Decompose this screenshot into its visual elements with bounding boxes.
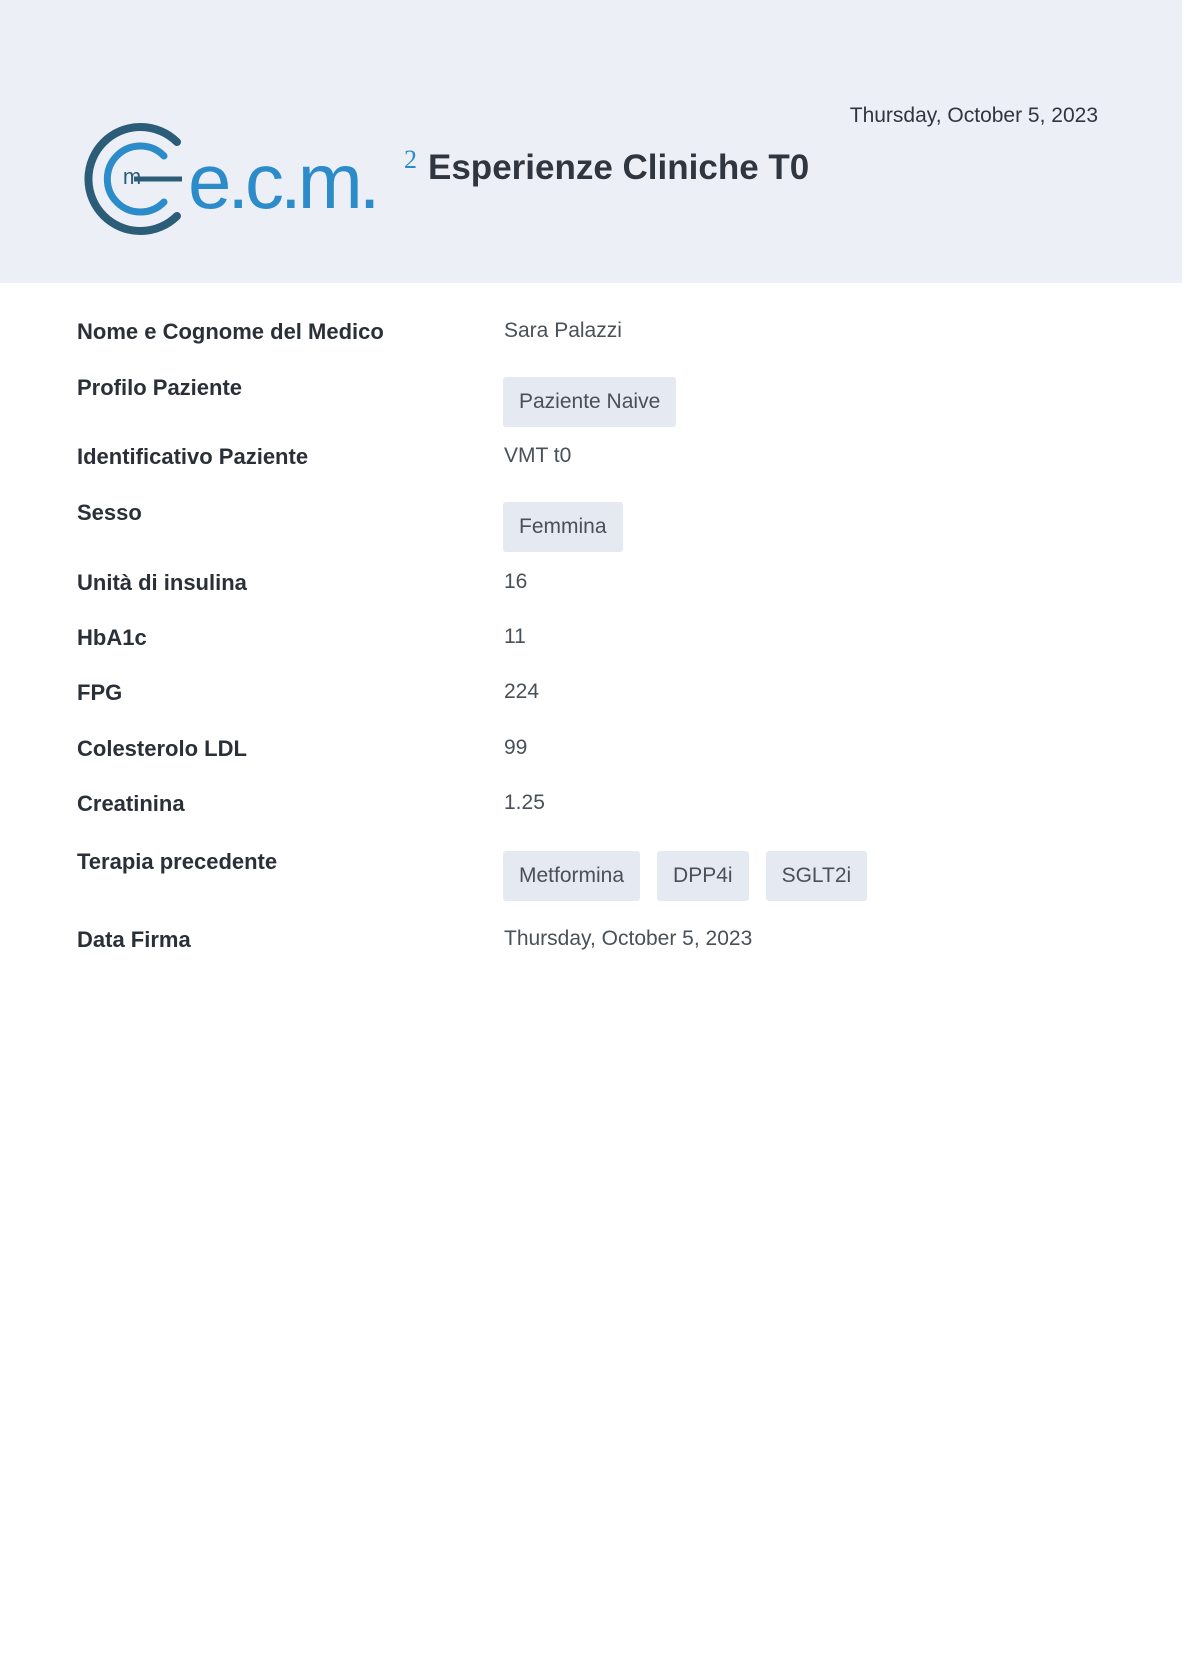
field-label: Creatinina [77,791,185,816]
field-nome-medico [0,319,1182,369]
tag-dpp4i: DPP4i [657,851,749,901]
field-label: Profilo Paziente [77,375,243,400]
field-value: 11 [504,625,526,648]
field-label: HbA1c [77,625,147,650]
tag-sglt2i: SGLT2i [766,851,868,901]
field-value: Sara Palazzi [504,319,622,342]
field-hba1c [0,625,1182,675]
field-creatinina [0,791,1182,841]
field-value: 1.25 [504,791,545,814]
field-colesterolo-ldl [0,736,1182,786]
tag-metformina: Metformina [503,851,640,901]
field-label: Sesso [77,500,142,525]
report-header [0,0,1182,283]
field-identificativo-paziente [0,444,1182,494]
field-label: FPG [77,680,123,705]
field-value: Thursday, October 5, 2023 [504,927,753,950]
tag: Femmina [503,502,623,552]
logo-mark-letter: m [122,164,142,189]
logo-superscript: 2 [404,145,417,174]
logo-wordmark: e.c.m. [188,137,377,225]
field-profilo-paziente [0,375,1182,425]
tag: Paziente Naive [503,377,676,427]
field-value: 16 [504,570,528,593]
tag-group [503,377,676,427]
field-terapia-precedente [0,849,1182,899]
field-value: VMT t0 [504,444,572,467]
header-date: Thursday, October 5, 2023 [849,104,1098,127]
field-label: Nome e Cognome del Medico [77,319,384,344]
field-fpg [0,680,1182,730]
field-label: Colesterolo LDL [77,736,247,761]
tag-group [503,851,867,901]
field-label: Unità di insulina [77,570,247,595]
ecm-logo [76,120,422,238]
field-sesso [0,500,1182,550]
field-label: Identificativo Paziente [77,444,309,469]
field-label: Terapia precedente [77,849,278,874]
field-label: Data Firma [77,927,191,952]
field-unita-insulina [0,570,1182,620]
tag-group [503,502,623,552]
field-value: 224 [504,680,540,703]
field-data-firma [0,927,1182,977]
document-title: Esperienze Cliniche T0 [428,148,810,187]
field-value: 99 [504,736,528,759]
